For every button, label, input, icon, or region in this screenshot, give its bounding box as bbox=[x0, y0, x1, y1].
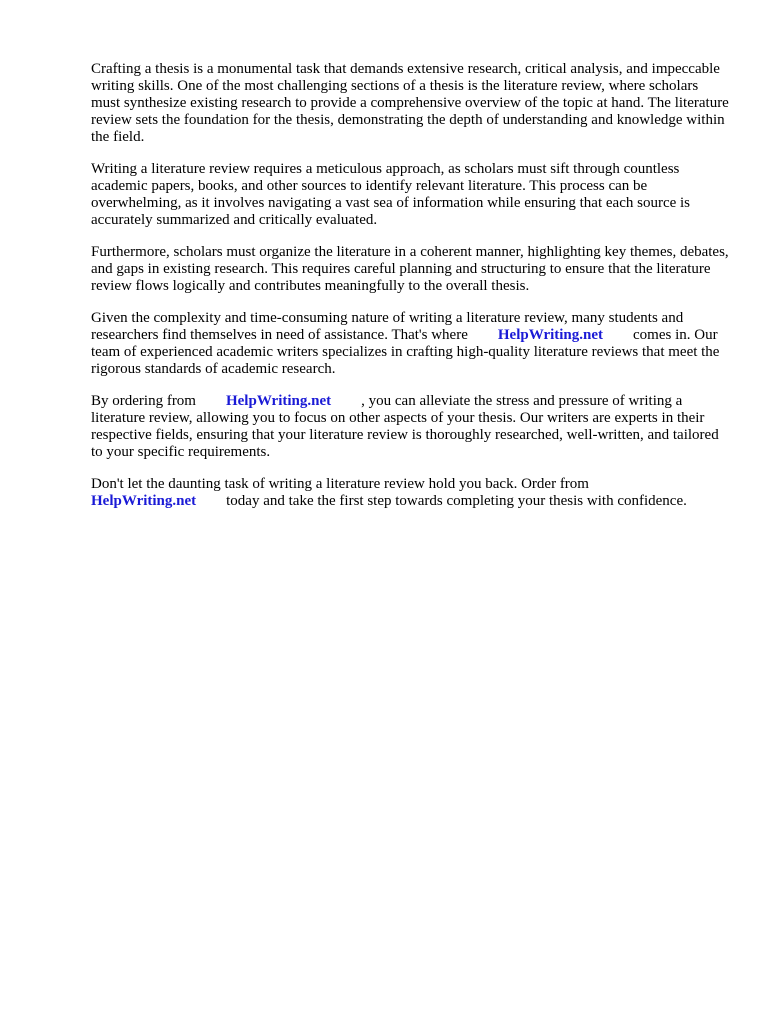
paragraph-6 bbox=[91, 476, 731, 510]
helpwriting-link[interactable]: HelpWriting.net bbox=[225, 393, 332, 409]
paragraph-5-text-start: By ordering from bbox=[91, 393, 196, 409]
helpwriting-link[interactable]: HelpWriting.net bbox=[497, 327, 604, 343]
paragraph-6-text-start: Don't let the daunting task of writing a literature review hold you back. Order from bbox=[91, 476, 589, 492]
paragraph-6-text-end: today and take the first step towards completing your thesis with confidence. bbox=[226, 493, 687, 509]
paragraph-5 bbox=[91, 393, 731, 461]
paragraph-5-text-end: , you can alleviate the stress and pressure of writing a literature review, allowing you to focus on other aspects of your thesis. Our writers are experts in their respective fields, ensuring that your literature review is thoroughly researched, well-written, and tailored to your specific requirements. bbox=[91, 393, 719, 460]
paragraph-2: Writing a literature review requires a meticulous approach, as scholars must sift through countless academic papers, books, and other sources to identify relevant literature. This process can be overwhelming, as it involves navigating a vast sea of information while ensuring that each source is accurately summarized and critically evaluated. bbox=[91, 161, 691, 228]
paragraph-4-text-end: comes in. Our team of experienced academic writers specializes in crafting high-quality literature reviews that meet the rigorous standards of academic research. bbox=[91, 327, 720, 377]
helpwriting-link[interactable]: HelpWriting.net bbox=[91, 493, 197, 509]
paragraph-4-text-start: Given the complexity and time-consuming nature of writing a literature review, many students and researchers find themselves in need of assistance. That's where bbox=[91, 310, 684, 343]
document-body bbox=[91, 61, 731, 525]
paragraph-3: Furthermore, scholars must organize the literature in a coherent manner, highlighting key themes, debates, and gaps in existing research. This requires careful planning and structuring to ensure that the literature review flows logically and contributes meaningfully to the overall thesis. bbox=[91, 244, 729, 294]
paragraph-1: Crafting a thesis is a monumental task that demands extensive research, critical analysis, and impeccable writing skills. One of the most challenging sections of a thesis is the literature review, where scholars must synthesize existing research to provide a comprehensive overview of the topic at hand. The literature review sets the foundation for the thesis, demonstrating the depth of understanding and knowledge within the field. bbox=[91, 61, 729, 145]
paragraph-4 bbox=[91, 310, 731, 378]
